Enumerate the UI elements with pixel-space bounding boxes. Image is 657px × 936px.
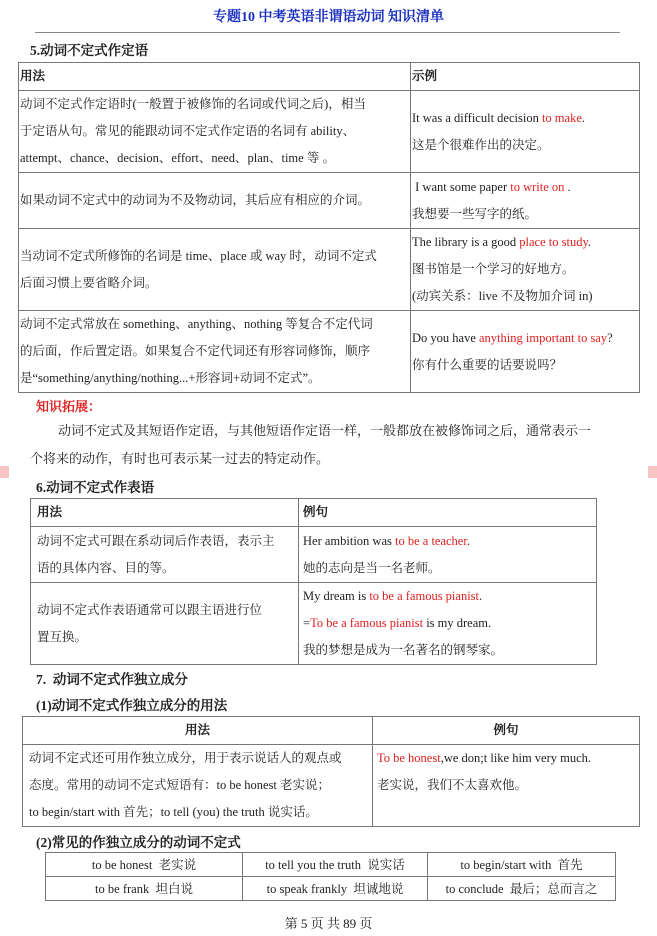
usage-cell: 当动词不定式所修饰的名词是 time、place 或 way 时，动词不定式 后面习惯上要省略介词。	[19, 229, 411, 311]
table-independent-usage	[22, 716, 640, 827]
col-header-usage: 用法	[19, 63, 411, 91]
section-6-title: 6.动词不定式作表语	[36, 480, 155, 495]
col-header-example: 示例	[411, 63, 640, 91]
table-infinitive-predicative	[30, 498, 597, 665]
knowledge-extension-text: 动词不定式及其短语作定语，与其他短语作定语一样，一般都放在被修饰词之后，通常表示一 个将来的动作，有时也可表示某一过去的特定动作。	[30, 423, 592, 466]
phrase-cell: to speak frankly 坦诚地说	[243, 877, 428, 901]
example-cell: To be honest,we don;t like him very much. 老实说，我们不太喜欢他。	[373, 745, 640, 827]
example-cell: Her ambition was to be a teacher. 她的志向是当一名老师。	[299, 527, 597, 583]
header-divider	[35, 32, 620, 33]
col-header-example: 例句	[299, 499, 597, 527]
usage-cell: 如果动词不定式中的动词为不及物动词，其后应有相应的介词。	[19, 173, 411, 229]
table-row	[19, 229, 640, 311]
page-marker-right	[648, 466, 657, 478]
section-7-title: 7. 动词不定式作独立成分	[36, 672, 188, 687]
table-row	[23, 745, 640, 827]
subsection-2-title: (2)常见的作独立成分的动词不定式	[36, 835, 241, 850]
example-cell: Do you have anything important to say? 你有什么重要的话要说吗？	[411, 311, 640, 393]
usage-cell: 动词不定式可跟在系动词后作表语，表示主 语的具体内容、目的等。	[31, 527, 299, 583]
example-cell: The library is a good place to study. 图书馆是一个学习的好地方。 (动宾关系：live 不及物加介词 in)	[411, 229, 640, 311]
example-cell: I want some paper to write on . 我想要一些写字的纸。	[411, 173, 640, 229]
section-5-title: 5.动词不定式作定语	[30, 43, 149, 58]
page-footer: 第 5 页 共 89 页	[284, 916, 373, 931]
page-title: 专题10 中考英语非谓语动词 知识清单	[213, 10, 444, 25]
phrase-cell: to conclude 最后；总而言之	[428, 877, 616, 901]
table-common-phrases	[45, 852, 616, 901]
table-row	[46, 853, 616, 877]
table-infinitive-attribute	[18, 62, 640, 393]
example-cell: It was a difficult decision to make. 这是个很难作出的决定。	[411, 91, 640, 173]
col-header-usage: 用法	[23, 717, 373, 745]
phrase-cell: to be honest 老实说	[46, 853, 243, 877]
usage-cell: 动词不定式常放在 something、anything、nothing 等复合不定代词 的后面，作后置定语。如果复合不定代词还有形容词修饰，顺序 是“something/anything/nothing...+形容词+动词不定式”。	[19, 311, 411, 393]
knowledge-extension-label: 知识拓展：	[36, 399, 102, 414]
page-marker-left	[0, 466, 9, 478]
table-row	[31, 527, 597, 583]
col-header-example: 例句	[373, 717, 640, 745]
table-row	[46, 877, 616, 901]
usage-cell: 动词不定式还可用作独立成分，用于表示说话人的观点或 态度。常用的动词不定式短语有：to be honest 老实说； to begin/start with 首先；to tell (you) the truth 说实话。	[23, 745, 373, 827]
table-row	[19, 91, 640, 173]
table-row	[31, 583, 597, 665]
subsection-1-title: (1)动词不定式作独立成分的用法	[36, 698, 228, 713]
example-cell: My dream is to be a famous pianist. =To be a famous pianist is my dream. 我的梦想是成为一名著名的钢琴家。	[299, 583, 597, 665]
phrase-cell: to begin/start with 首先	[428, 853, 616, 877]
usage-cell: 动词不定式作表语通常可以跟主语进行位 置互换。	[31, 583, 299, 665]
phrase-cell: to be frank 坦白说	[46, 877, 243, 901]
table-row	[19, 173, 640, 229]
phrase-cell: to tell you the truth 说实话	[243, 853, 428, 877]
usage-cell: 动词不定式作定语时(一般置于被修饰的名词或代词之后)，相当 于定语从句。常见的能跟动词不定式作定语的名词有 ability、 attempt、chance、decision、effort、need、plan、time 等 。	[19, 91, 411, 173]
col-header-usage: 用法	[31, 499, 299, 527]
table-row	[19, 311, 640, 393]
